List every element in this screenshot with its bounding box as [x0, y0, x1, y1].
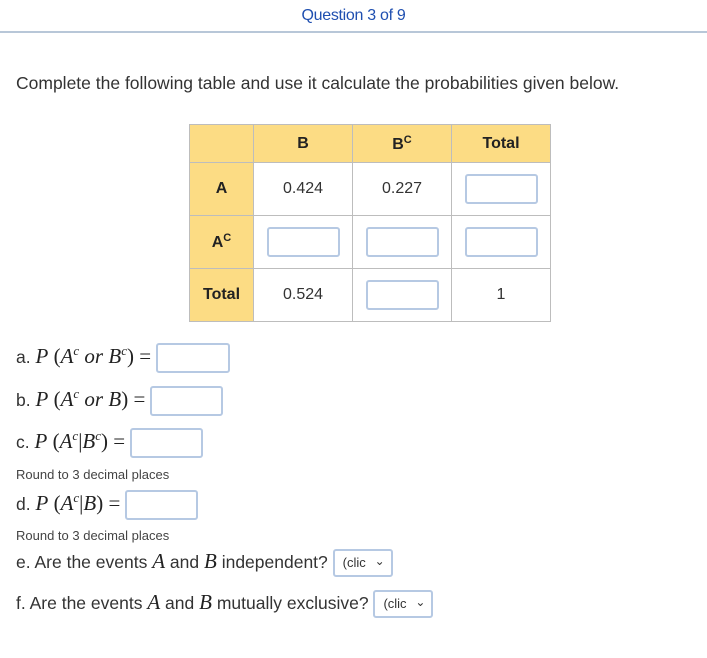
- row-header-a-complement: $A^C$: [190, 216, 254, 269]
- answer-d-input[interactable]: [125, 490, 198, 520]
- cell-a-total: [452, 163, 551, 216]
- formula-d: P $(A^c|B)$ =: [35, 490, 121, 515]
- question-e: e. Are the events A and B independent? (clic ⌄: [16, 549, 393, 577]
- cell-a-b: 0.424: [254, 163, 353, 216]
- cell-ac-bc: [353, 216, 452, 269]
- formula-a: P ($A^c$ or $B^c$) =: [35, 343, 152, 368]
- cell-total-b: 0.524: [254, 269, 353, 322]
- cell-total-total: 1: [452, 269, 551, 322]
- input-total-bc[interactable]: [366, 280, 439, 310]
- input-ac-total[interactable]: [465, 227, 538, 257]
- instructions-text: Complete the following table and use it calculate the probabilities given below.: [16, 73, 620, 93]
- chevron-down-icon: ⌄: [415, 595, 426, 610]
- mutually-exclusive-select[interactable]: (clic ⌄: [373, 590, 433, 618]
- question-header: [0, 0, 707, 33]
- input-ac-bc[interactable]: [366, 227, 439, 257]
- row-header-a: A: [190, 163, 254, 216]
- cell-total-bc: [353, 269, 452, 322]
- rounding-note-d: Round to 3 decimal places: [16, 528, 170, 543]
- row-header-total: Total: [190, 269, 254, 322]
- answer-a-input[interactable]: [156, 343, 230, 373]
- rounding-note-c: Round to 3 decimal places: [16, 467, 170, 482]
- cell-ac-total: [452, 216, 551, 269]
- input-ac-b[interactable]: [267, 227, 340, 257]
- col-header-b: B: [254, 125, 353, 163]
- formula-b: P ($A^c$ or B) =: [35, 386, 146, 411]
- formula-c: P $(A^c|B^c)$ =: [34, 428, 126, 453]
- col-header-b-complement: $B^C$: [353, 125, 452, 163]
- chevron-down-icon: ⌄: [374, 554, 385, 569]
- answer-c-input[interactable]: [130, 428, 203, 458]
- independent-select[interactable]: (clic ⌄: [333, 549, 393, 577]
- answer-b-input[interactable]: [150, 386, 223, 416]
- input-a-total[interactable]: [465, 174, 538, 204]
- corner-cell: [190, 125, 254, 163]
- probability-table: [189, 124, 551, 322]
- cell-a-bc: 0.227: [353, 163, 452, 216]
- col-header-total: Total: [452, 125, 551, 163]
- question-d: d. P $(A^c|B)$ =: [16, 490, 198, 520]
- cell-ac-b: [254, 216, 353, 269]
- question-c: c. P $(A^c|B^c)$ =: [16, 428, 203, 458]
- question-a: a. P ($A^c$ or $B^c$) =: [16, 343, 230, 373]
- question-b: b. P ($A^c$ or B) =: [16, 386, 223, 416]
- question-f: f. Are the events A and B mutually exclusive? (clic ⌄: [16, 590, 433, 618]
- question-counter: Question 3 of 9: [301, 7, 406, 24]
